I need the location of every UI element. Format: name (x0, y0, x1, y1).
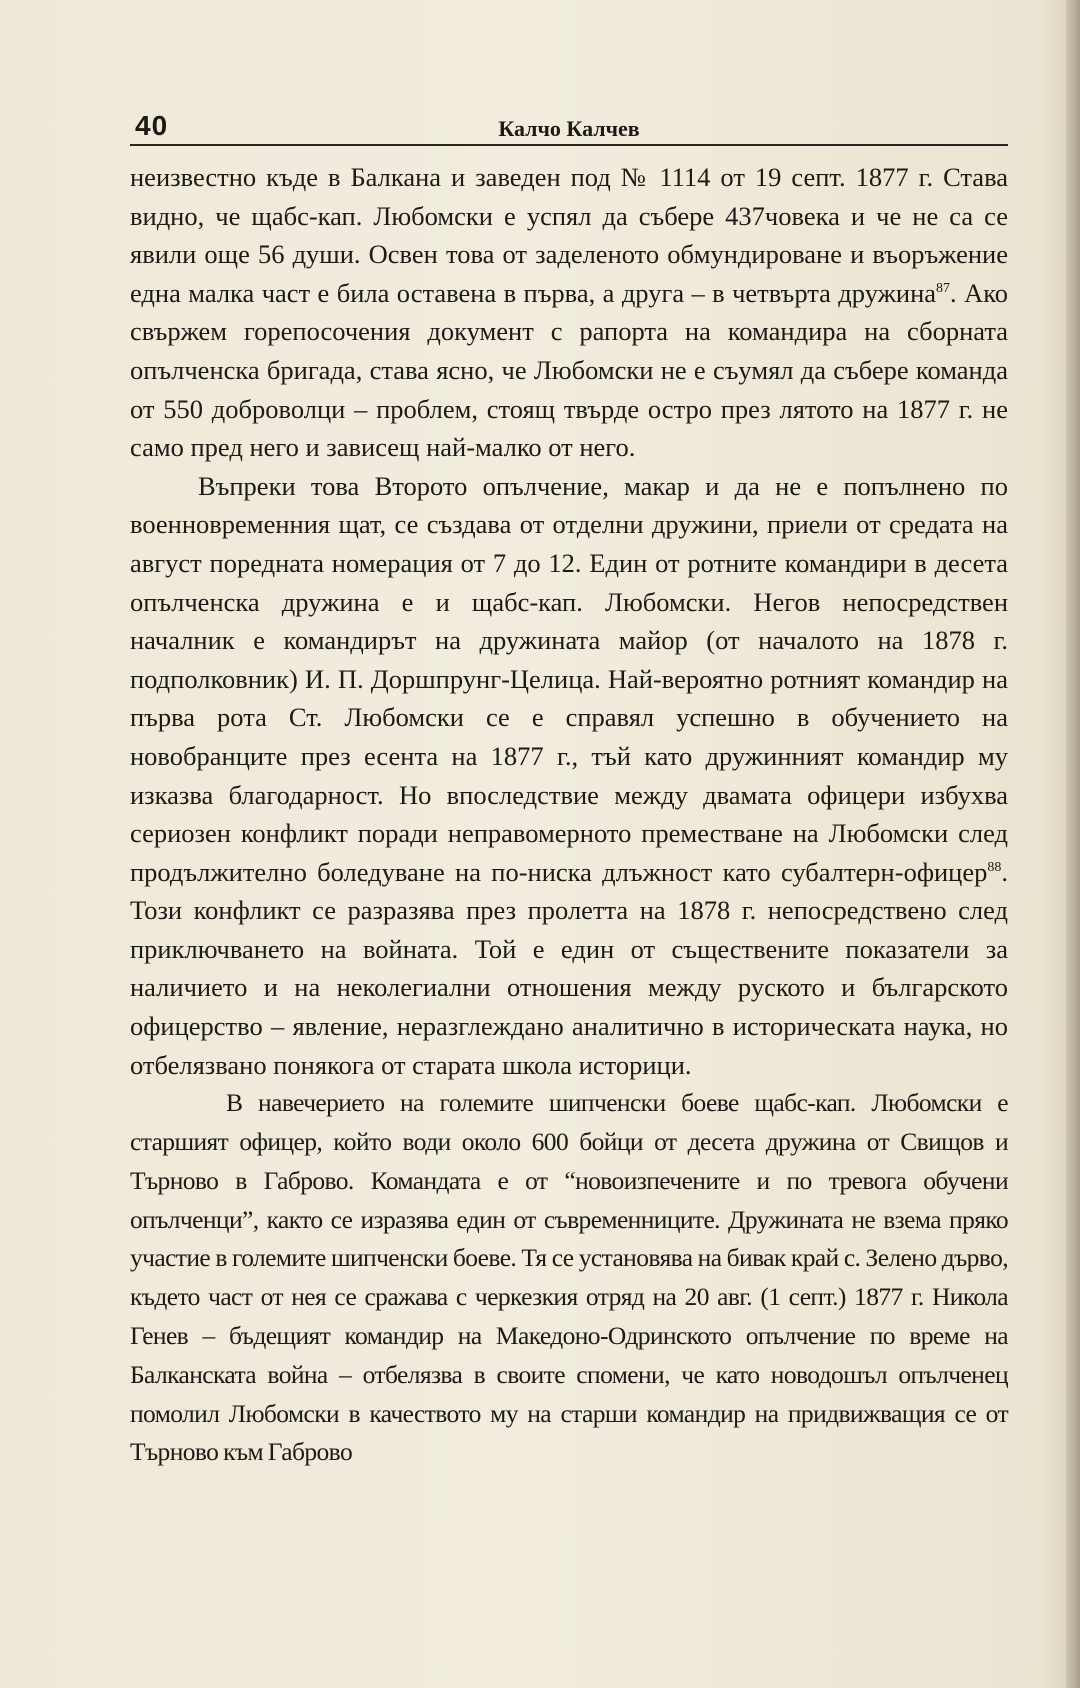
paragraph-1-text-before: неизвестно къде в Балкана и заведен под № 1114 от 19 септ. 1877 г. Става видно, че щабс-кап. Любомски е успял да събере 437човека и че не са се явили още 56 души. Освен това от заделеното обмундироване и въоръжение една малка част е била оставена в първа, а друга – в четвърта дружина (130, 162, 1008, 308)
page-header (130, 110, 1008, 146)
page-edge-shadow (1066, 0, 1080, 1688)
body-text (130, 158, 1008, 1472)
paragraph-3 (130, 1084, 1008, 1472)
paragraph-2-text-before: Въпреки това Второто опълчение, макар и да не е попълнено по военновременния щат, се създава от отделни дружини, приели от средата на август поредната номерация от 7 до 12. Един от ротните командири в десета опълченска дружина е и щабс-кап. Любомски. Негов непосредствен началник е командирът на дружината майор (от началото на 1878 г. подполковник) И. П. Доршпрунг-Целица. Най-вероятно ротният командир на първа рота Ст. Любомски се е справял успешно в обучението на новобранците през есента на 1877 г., тъй като дружинният командир му изказва благодарност. Но впоследствие между двамата офицери избухва сериозен конфликт поради неправомерното преместване на Любомски след продължително боледуване на по-ниска длъжност като субалтерн-офицер (130, 470, 1008, 887)
paragraph-1 (130, 158, 1008, 467)
paragraph-1-text-after: . Ако свържем горепосочения документ с рапорта на командира на сборната опълченска бригада, става ясно, че Любомски не е съумял да събере команда от 550 доброволци – проблем, стоящ твърде остро през лятото на 1877 г. не само пред него и зависещ най-малко от него. (130, 277, 1008, 463)
page-number: 40 (135, 110, 169, 141)
footnote-ref-87: 87 (936, 280, 951, 296)
paragraph-2-text-after: . Този конфликт се разразява през пролетта на 1878 г. непосредствено след приключването на войната. Той е един от съществените показатели за наличието и на неколегиални отношения между руското и българското офицерство – явление, неразглеждано аналитично в историческата наука, но отбелязвано понякога от старата школа историци. (130, 856, 1008, 1080)
footnote-ref-88: 88 (987, 859, 1002, 875)
paragraph-3-text: В навечерието на големите шипченски боеве щабс-кап. Любомски е старшият офицер, който води около 600 бойци от десета дружина от Свищов и Търново в Габрово. Командата е от “новоизпечените и по тревога обучени опълченци”, както се изразява един от съвременниците. Дружината не взема пряко участие в големите шипченски боеве. Тя се установява на бивак край с. Зелено дърво, където част от нея се сражава с черкезкия отряд на 20 авг. (1 септ.) 1877 г. Никола Генев – бъдещият командир на Македоно-Одринското опълчение по време на Балканската война – отбелязва в своите спомени, че като новодошъл опълченец помолил Любомски в качеството му на старши командир на придвижващия се от Търново към Габрово (130, 1088, 1008, 1467)
paragraph-2 (130, 467, 1008, 1085)
running-head-author: Калчо Калчев (498, 116, 640, 141)
